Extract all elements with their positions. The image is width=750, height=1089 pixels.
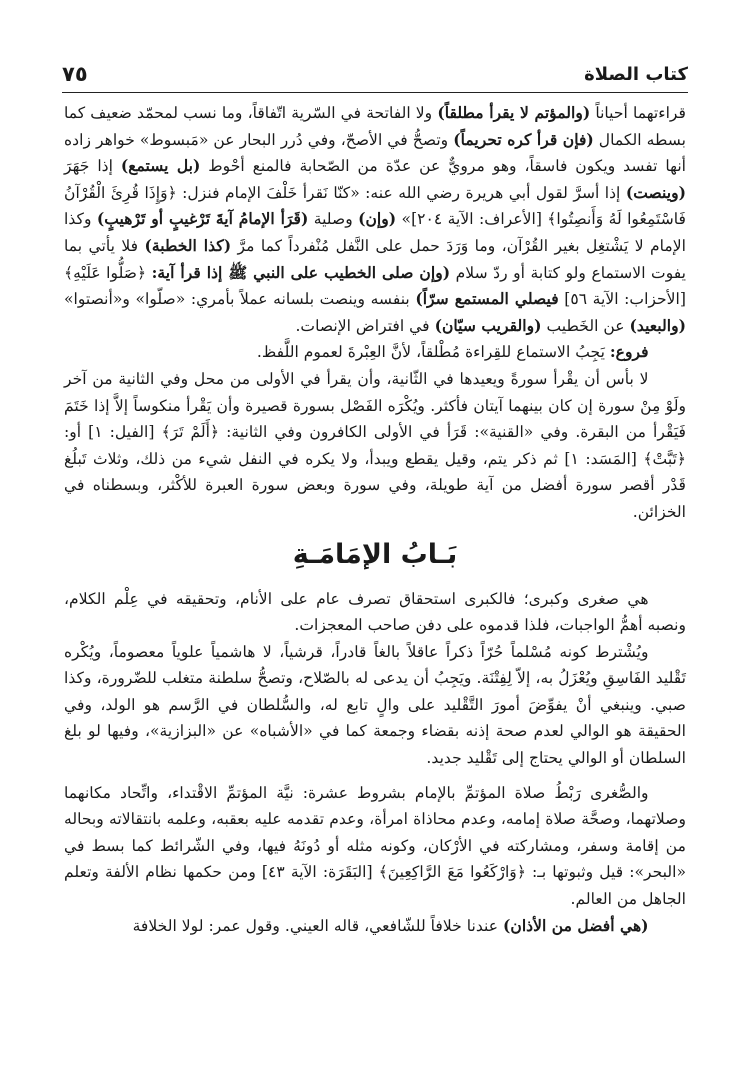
text-run: إذا أسرَّ لقول أبي هريرة رضي الله عنه: «كنّا نَقرأ خَلْفَ الإمام فنزل: ﴿وَإِذَا قُرِئَ الْقُرْآنُ فَاسْتَمِعُوا لَهُ وَأَنصِتُوا﴾ [الأعراف: الآية ٢٠٤]» bbox=[64, 183, 686, 229]
text-run: وتصحُّ في الأصحّ، وفي دُرر البحار عن «مَبسوط» خواهر زاده أنها تفسد ويكون فاسقاً، وهو مرويٌّ عن عدّة من الصّحابة فالمنع أحْوط bbox=[64, 130, 686, 176]
paragraph-imamate-conditions: ويُشْترط كونه مُسْلماً حُرّاً ذكراً عاقلاً بالغاً قادراً، قرشياً، لا هاشمياً علوياً معصوماً، ويُكْره تَقْليد الفَاسِقِ ويُعْزَلُ به، إلاّ لِفِتْنَة. ويَجِبُ أن يدعى له بالصّلاح، وتصحُّ سلطنة متغلب للضّرورة، وكذا صبي. وينبغي أنْ يفوِّضَ أمورَ التَّقْليد على والٍ تابع له، والسُّلطان في الرَّسم هو الولد، وفي الحقيقة هو الوالي لعدم صحة إذنه بقضاء وجمعة كما في «الأشباه» عن «البزازية»، وفيها لو بلغ السلطان أو الوالي يحتاج إلى تَقْليد جديد. bbox=[64, 642, 686, 768]
text-run: إذا جَهَرَ bbox=[64, 157, 121, 176]
matn-phrase: (هي أفضل من الأذان) bbox=[503, 915, 649, 935]
running-title: كتاب الصلاة bbox=[584, 64, 688, 85]
matn-phrase: (بل يستمع) bbox=[120, 156, 201, 176]
matn-phrase: (والمؤتم لا يقرأ مطلقاً) bbox=[437, 103, 591, 122]
text-run: وكذا الإمام لا يَشْتغِل بغير القُرْآن، وما وَرَدَ حمل على النَّفل مُنْفرداً كما مرَّ bbox=[64, 210, 686, 255]
paragraph-furu bbox=[64, 339, 686, 366]
furu-label: فروع: bbox=[609, 342, 649, 362]
paragraph-reading-behind-imam bbox=[64, 100, 686, 339]
paragraph-surah-order: لا بأس أن يقْرأ سورةً ويعيدها في الثّانية، وأن يقرأ في الأولى من محل وفي الثانية من آخر ولَوْ مِنْ سورة إن كان بينهما آيتان فأكثر. ويُكْرَه الفَصْل بسورة قصيرة وأن يَقْرأ منكوساً إلاَّ إذا خَتَمَ فَيَقْرأ من البقرة. وفي «القنية»: قَرَأ في الأولى الكافرون وفي الثانية: ﴿أَلَمْ تَرَ﴾ [الفيل: ١] أو: ﴿تَبَّتْ﴾ [المَسَد: ١] ثم ذكر يتم، وقيل يقطع ويبدأ، ولا يكره في النفل شيء من ذلك، وثلاث تَبلُغ قَدْر أقصر سورة أفضل من آية طويلة، وفي سورة وبعض سورة العبرة للأكْثر، وبسطناه في الخزائن. bbox=[64, 369, 687, 521]
text-run: يَجِبُ الاستماع للقِراءة مُطْلقاً، لأنَّ العِبْرةَ لعموم اللَّفظ. bbox=[256, 343, 610, 362]
matn-phrase: (وينصت) bbox=[625, 182, 686, 202]
matn-phrase: (قَرَأ الإمامُ آيةَ تَرْغيبٍ أو تَرْهيبٍ) bbox=[96, 209, 309, 229]
matn-phrase: (فإن قرأ كره تحريماً) bbox=[453, 129, 594, 149]
text-run: فلا يأتي بما يفوت الاستماع ولو كتابة أو ردّ سلام bbox=[64, 236, 687, 282]
text-run: بنفسه وينصت بلسانه عملاً بأمري: «صلّوا» و«أنصتوا» bbox=[64, 290, 416, 309]
text-run: ولا الفاتحة في السّرية اتّفاقاً، وما نسب لمحمّد ضعيف كما بسطه الكمال bbox=[64, 104, 687, 149]
page-number: ٧٥ bbox=[62, 62, 88, 86]
paragraph-lesser-imamate: والصُّغرى رَبْطُ صلاة المؤتمِّ بالإمام بشروط عشرة: نيَّة المؤتمِّ الاقْتداء، واتِّحاد مكانهما وصلاتهما، وصحَّة صلاة إمامه، وعدم محاذاة امرأة، وعدم تقدمه عليه بعقبه، وعلمه بانتقالاته وبحاله من إقامة وسفر، ومشاركته في الأرْكان، وكونه مثله أو دُونَهُ فيها، وفي الشّرائط كما بسط في «البحر»: قيل وثبوتها بـ: ﴿وَارْكَعُوا مَعَ الرَّاكِعِينَ﴾ [البَقَرَة: الآية ٤٣] ومن حكمها نظام الألفة وتعلم الجاهل من العالم. bbox=[64, 783, 687, 909]
text-run: عندنا خلافاً للشّافعي، قاله العيني. وقول عمر: لولا الخلافة bbox=[132, 916, 503, 935]
page-header bbox=[62, 62, 688, 93]
text-run: عن الخَطيب bbox=[541, 316, 630, 335]
matn-phrase: (وإن) bbox=[358, 209, 397, 229]
chapter-heading: بَـابُ الإمَامَـةِ bbox=[292, 539, 458, 571]
text-run: وصلية bbox=[308, 210, 359, 229]
text-run: ﴿صَلُّوا عَلَيْهِ﴾ [الأحزاب: الآية ٥٦] bbox=[64, 263, 686, 309]
page-body bbox=[64, 100, 686, 939]
matn-phrase: (والبعيد) bbox=[629, 315, 686, 335]
matn-phrase: فيصلي المستمع سرّاً) bbox=[415, 289, 559, 309]
matn-phrase: (كذا الخطبة) bbox=[144, 235, 232, 255]
matn-phrase: (والقريب سيّان) bbox=[434, 315, 542, 335]
text-run: قراءتهما أحياناً bbox=[590, 104, 686, 122]
paragraph-virtue bbox=[64, 913, 686, 940]
paragraph-imamate-definition: هي صغرى وكبرى؛ فالكبرى استحقاق تصرف عام على الأنام، وتحقيقه في عِلْم الكلام، ونصبه أهمُّ الواجبات، فلذا قدموه على دفن صاحب المعجزات. bbox=[64, 589, 686, 635]
matn-phrase: (وإن صلى الخطيب على النبي ﷺ إذا قرأ آية: bbox=[151, 262, 451, 282]
text-run: في افتراض الإنصات. bbox=[295, 316, 435, 335]
chapter-heading-block bbox=[64, 526, 686, 586]
